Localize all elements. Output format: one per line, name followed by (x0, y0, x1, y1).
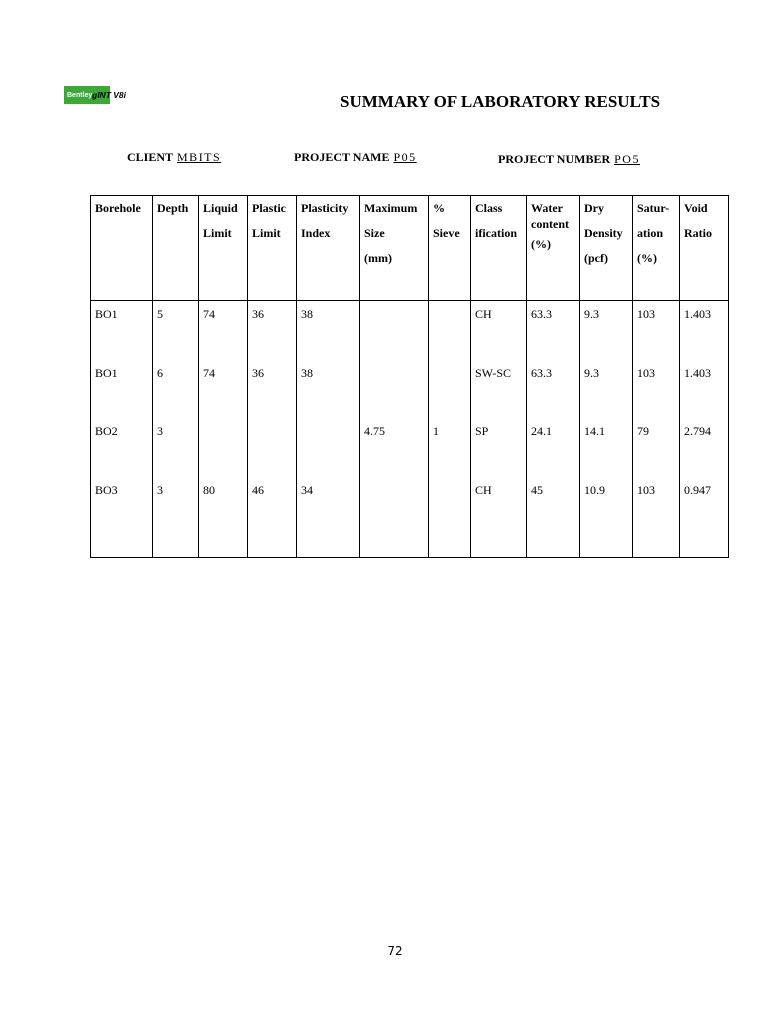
header-line: (mm) (364, 251, 392, 265)
project-number-value: PO5 (614, 152, 640, 166)
table-row (91, 301, 729, 360)
header-line: (pcf) (584, 251, 608, 265)
cell-percent-sieve (429, 360, 471, 419)
cell-classification: SP (471, 418, 527, 477)
project-name-field (294, 150, 417, 165)
header-depth (153, 196, 199, 301)
cell-percent-sieve (429, 477, 471, 558)
gint-logo (64, 86, 140, 104)
cell-depth: 3 (153, 418, 199, 477)
header-line: Liquid (203, 201, 238, 215)
header-line: Index (301, 226, 331, 240)
header-line: Dry (584, 201, 604, 215)
cell-borehole: BO1 (91, 301, 153, 360)
cell-void-ratio: 1.403 (680, 360, 729, 419)
project-name-label: PROJECT NAME (294, 150, 390, 164)
cell-plastic-limit: 36 (248, 360, 297, 419)
cell-water-content: 63.3 (527, 360, 580, 419)
header-line: % (433, 201, 445, 215)
header-water-content (527, 196, 580, 301)
header-line: (%) (637, 251, 657, 265)
cell-depth: 5 (153, 301, 199, 360)
header-borehole (91, 196, 153, 301)
cell-saturation: 103 (633, 477, 680, 558)
cell-depth: 3 (153, 477, 199, 558)
cell-borehole: BO1 (91, 360, 153, 419)
cell-void-ratio: 2.794 (680, 418, 729, 477)
logo-text: gINT V8i (92, 90, 127, 100)
cell-saturation: 103 (633, 360, 680, 419)
logo-badge-text: Bentley (67, 91, 93, 99)
header-line: Plastic (252, 201, 286, 215)
cell-saturation: 79 (633, 418, 680, 477)
header-line: Plasticity (301, 201, 349, 215)
header-dry-density (580, 196, 633, 301)
cell-liquid-limit: 74 (199, 301, 248, 360)
lab-results-table (90, 195, 729, 558)
cell-dry-density: 10.9 (580, 477, 633, 558)
header-maximum-size (360, 196, 429, 301)
cell-dry-density: 14.1 (580, 418, 633, 477)
header-line: Limit (203, 226, 232, 240)
cell-water-content: 63.3 (527, 301, 580, 360)
header-classification (471, 196, 527, 301)
cell-borehole: BO3 (91, 477, 153, 558)
cell-liquid-limit: 80 (199, 477, 248, 558)
header-line: Ratio (684, 226, 712, 240)
cell-plastic-limit: 36 (248, 301, 297, 360)
header-saturation (633, 196, 680, 301)
header-line: Satur- (637, 201, 670, 215)
header-line: Void (684, 201, 708, 215)
header-line: Water (531, 201, 563, 215)
cell-liquid-limit: 74 (199, 360, 248, 419)
project-number-field (498, 152, 640, 167)
header-plasticity-index (297, 196, 360, 301)
header-line: Size (364, 226, 385, 240)
header-line: Depth (157, 201, 189, 215)
header-void-ratio (680, 196, 729, 301)
cell-percent-sieve (429, 301, 471, 360)
cell-classification: CH (471, 477, 527, 558)
client-label: CLIENT (127, 150, 174, 164)
project-number-label: PROJECT NUMBER (498, 152, 611, 166)
client-field (127, 150, 221, 165)
header-line: Density (584, 226, 623, 240)
cell-water-content: 45 (527, 477, 580, 558)
header-line: Maximum (364, 201, 418, 215)
cell-dry-density: 9.3 (580, 360, 633, 419)
header-line: Borehole (95, 201, 141, 215)
cell-plasticity-index: 38 (297, 301, 360, 360)
table-row (91, 360, 729, 419)
project-name-value: P05 (393, 150, 417, 164)
cell-borehole: BO2 (91, 418, 153, 477)
cell-liquid-limit (199, 418, 248, 477)
cell-plastic-limit (248, 418, 297, 477)
header-line: ification (475, 226, 517, 240)
cell-water-content: 24.1 (527, 418, 580, 477)
cell-plasticity-index (297, 418, 360, 477)
cell-percent-sieve: 1 (429, 418, 471, 477)
cell-dry-density: 9.3 (580, 301, 633, 360)
client-value: MBITS (177, 150, 222, 164)
cell-maximum-size (360, 360, 429, 419)
header-line: ation (637, 226, 664, 240)
page-title: SUMMARY OF LABORATORY RESULTS (340, 92, 661, 111)
cell-maximum-size (360, 301, 429, 360)
header-line: (%) (531, 237, 551, 251)
cell-saturation: 103 (633, 301, 680, 360)
header-line: Class (475, 201, 503, 215)
cell-void-ratio: 1.403 (680, 301, 729, 360)
cell-maximum-size (360, 477, 429, 558)
cell-void-ratio: 0.947 (680, 477, 729, 558)
header-percent-sieve (429, 196, 471, 301)
header-line: content (531, 217, 569, 231)
header-liquid-limit (199, 196, 248, 301)
header-line: Limit (252, 226, 281, 240)
table-row (91, 418, 729, 477)
cell-depth: 6 (153, 360, 199, 419)
cell-plastic-limit: 46 (248, 477, 297, 558)
cell-plasticity-index: 38 (297, 360, 360, 419)
cell-maximum-size: 4.75 (360, 418, 429, 477)
header-plastic-limit (248, 196, 297, 301)
cell-classification: SW-SC (471, 360, 527, 419)
cell-plasticity-index: 34 (297, 477, 360, 558)
table-row (91, 477, 729, 558)
page-number: 72 (387, 944, 403, 958)
header-line: Sieve (433, 226, 460, 240)
cell-classification: CH (471, 301, 527, 360)
table-header-row (91, 196, 729, 301)
